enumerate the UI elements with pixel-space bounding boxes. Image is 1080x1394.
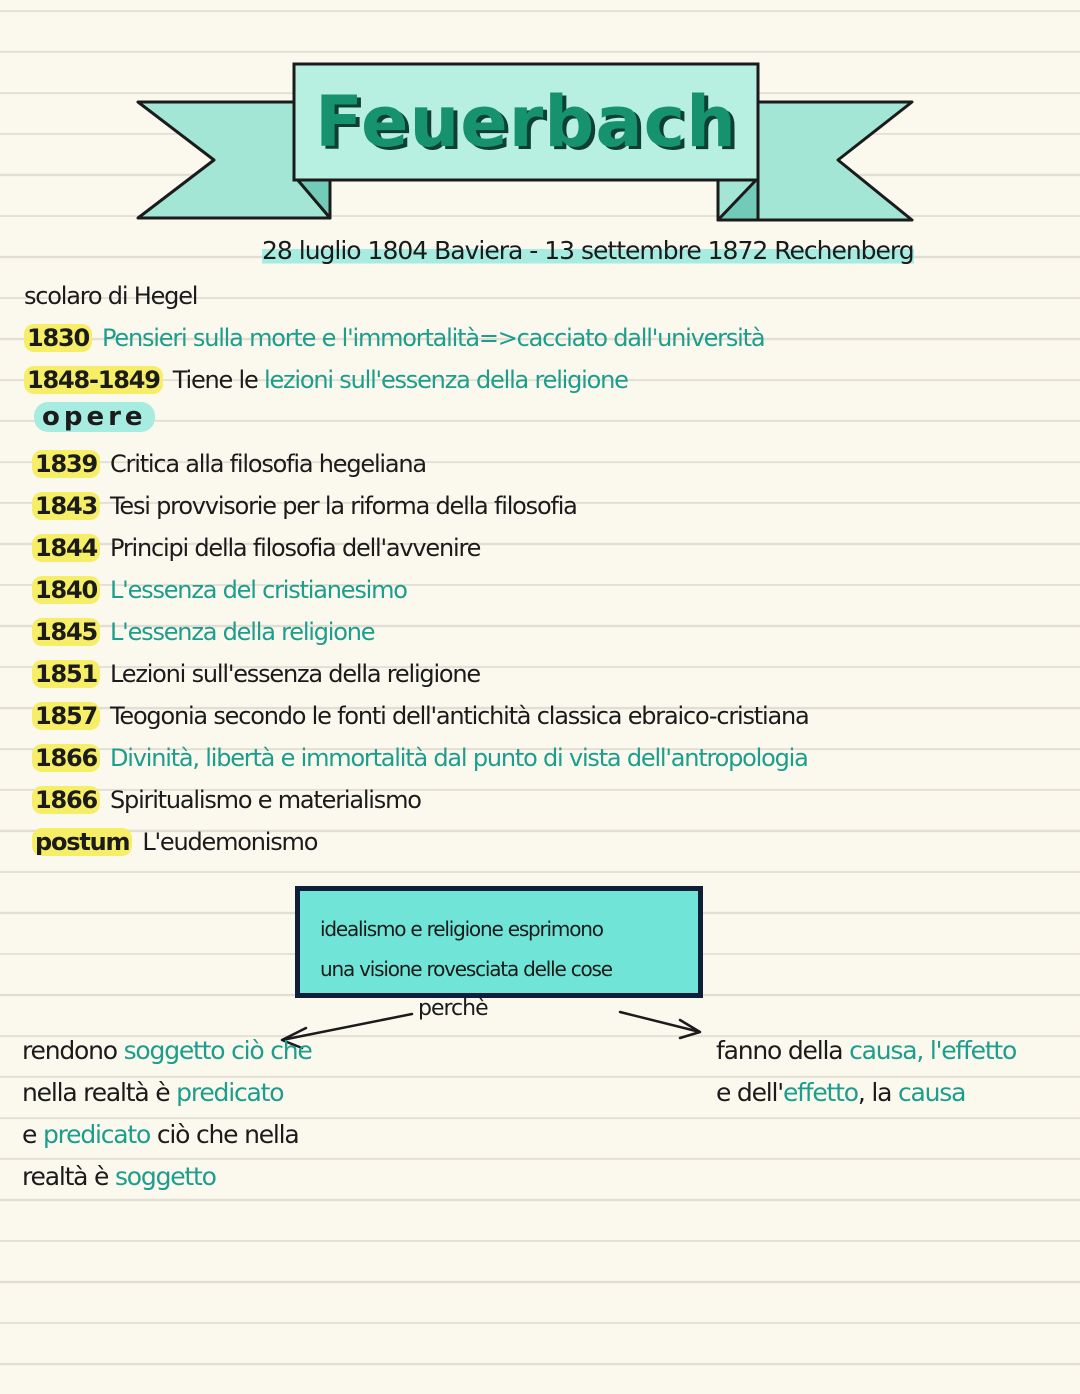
work-title: L'essenza del cristianesimo <box>110 576 407 604</box>
work-item <box>32 828 317 856</box>
work-item <box>32 702 808 730</box>
year-badge: 1857 <box>32 702 100 730</box>
year-badge: 1830 <box>24 324 92 352</box>
year-badge: 1848-1849 <box>24 366 163 394</box>
year-badge: 1845 <box>32 618 100 646</box>
perche-label: perchè <box>418 996 488 1021</box>
year-badge: 1840 <box>32 576 100 604</box>
page-title: Feuerbach <box>315 81 737 163</box>
opere-heading: opere <box>24 402 155 432</box>
concept-box <box>295 886 703 998</box>
arrow-right-icon <box>620 1012 700 1038</box>
work-item <box>32 660 480 688</box>
work-item <box>32 534 480 562</box>
intro-line-1 <box>24 324 764 352</box>
work-title: Spiritualismo e materialismo <box>110 786 421 814</box>
consequence-right: fanno della causa, l'effetto e dell'effetto, la causa <box>716 1036 1017 1107</box>
work-title: L'eudemonismo <box>142 828 318 856</box>
work-title: L'essenza della religione <box>110 618 375 646</box>
year-badge: 1866 <box>32 786 100 814</box>
concept-line-2: una visione rovesciata delle cose <box>320 957 612 981</box>
life-dates: 28 luglio 1804 Baviera - 13 settembre 1872 Rechenberg <box>262 236 914 265</box>
work-title: Principi della filosofia dell'avvenire <box>110 534 481 562</box>
intro-text: Tiene le <box>172 366 258 394</box>
intro-text-highlight: lezioni sull'essenza della religione <box>264 366 628 394</box>
year-badge: postum <box>32 828 132 856</box>
year-badge: 1843 <box>32 492 100 520</box>
concept-line-1: idealismo e religione esprimono <box>320 917 603 941</box>
year-badge: 1839 <box>32 450 100 478</box>
intro-text: Pensieri sulla morte e l'immortalità=>cacciato dall'università <box>102 324 765 352</box>
consequence-left: rendono soggetto ciò che nella realtà è predicato e predicato ciò che nella realtà è soggetto <box>22 1036 312 1191</box>
work-title: Divinità, libertà e immortalità dal punto di vista dell'antropologia <box>110 744 808 772</box>
work-item <box>32 618 374 646</box>
scolaro-line: scolaro di Hegel <box>24 282 198 310</box>
work-item <box>32 744 808 772</box>
work-title: Critica alla filosofia hegeliana <box>110 450 426 478</box>
work-title: Tesi provvisorie per la riforma della filosofia <box>110 492 577 520</box>
intro-line-2 <box>24 366 628 394</box>
year-badge: 1851 <box>32 660 100 688</box>
work-title: Teogonia secondo le fonti dell'antichità classica ebraico-cristiana <box>110 702 809 730</box>
year-badge: 1844 <box>32 534 100 562</box>
work-title: Lezioni sull'essenza della religione <box>110 660 480 688</box>
work-item <box>32 576 407 604</box>
work-item <box>32 492 577 520</box>
work-item <box>32 786 421 814</box>
work-item <box>32 450 426 478</box>
year-badge: 1866 <box>32 744 100 772</box>
